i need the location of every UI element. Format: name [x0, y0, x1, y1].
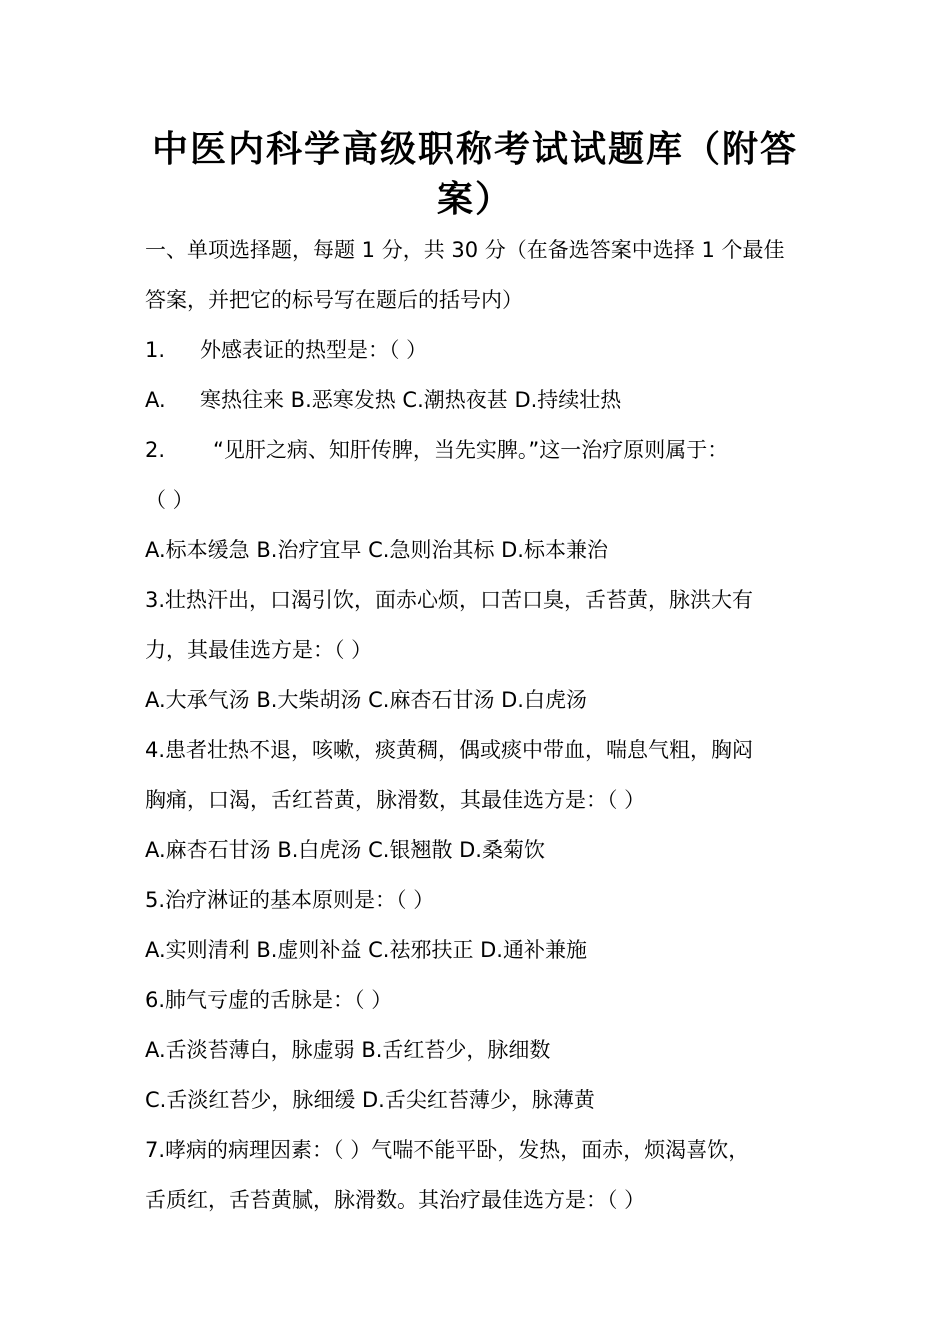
question-6-options-line-2: C.舌淡红苔少，脉细缓 D.舌尖红苔薄少，脉薄黄: [145, 1088, 595, 1112]
question-7-line-2: 舌质红，舌苔黄腻，脉滑数。其治疗最佳选方是：（ ）: [145, 1188, 646, 1212]
question-2-options: A.标本缓急 B.治疗宜早 C.急则治其标 D.标本兼治: [145, 538, 608, 562]
question-1-options: [145, 385, 825, 415]
question-4-line-1: 4.患者壮热不退，咳嗽，痰黄稠，偶或痰中带血，喘息气粗，胸闷: [145, 738, 754, 762]
question-5: 5.治疗淋证的基本原则是：（ ）: [145, 888, 435, 912]
question-6: 6.肺气亏虚的舌脉是：（ ）: [145, 988, 393, 1012]
question-1-option-label: A.: [145, 388, 166, 412]
section-header-line-2: 答案，并把它的标号写在题后的括号内）: [145, 288, 523, 312]
question-2-text: “见肝之病、知肝传脾，当先实脾。”这一治疗原则属于：: [213, 438, 729, 462]
section-header-line-1: 一、单项选择题，每题 1 分，共 30 分（在备选答案中选择 1 个最佳: [145, 238, 785, 262]
question-3-options: A.大承气汤 B.大柴胡汤 C.麻杏石甘汤 D.白虎汤: [145, 688, 587, 712]
question-3-line-1: 3.壮热汗出，口渴引饮，面赤心烦，口苦口臭，舌苔黄，脉洪大有: [145, 588, 754, 612]
question-1-number: 1.: [145, 338, 166, 362]
question-6-options-line-1: A.舌淡苔薄白，脉虚弱 B.舌红苔少，脉细数: [145, 1038, 551, 1062]
question-4-options: A.麻杏石甘汤 B.白虎汤 C.银翘散 D.桑菊饮: [145, 838, 545, 862]
question-2: [145, 435, 825, 465]
document-title: [120, 124, 830, 224]
question-4-line-2: 胸痛，口渴，舌红苔黄，脉滑数，其最佳选方是：（ ）: [145, 788, 646, 812]
title-line-2: 案）: [436, 178, 513, 220]
question-3-line-2: 力，其最佳选方是：（ ）: [145, 638, 373, 662]
title-line-1: 中医内科学高级职称考试试题库（附答: [151, 128, 798, 170]
question-1-text: 外感表证的热型是：（ ）: [200, 338, 428, 362]
question-1-options-text: 寒热往来 B.恶寒发热 C.潮热夜甚 D.持续壮热: [200, 388, 622, 412]
question-2-text-cont: （ ）: [145, 488, 194, 512]
question-1: [145, 335, 825, 365]
question-5-options: A.实则清利 B.虚则补益 C.祛邪扶正 D.通补兼施: [145, 938, 587, 962]
question-7-line-1: 7.哮病的病理因素：（ ）气喘不能平卧，发热，面赤，烦渴喜饮，: [145, 1138, 750, 1162]
question-2-number: 2.: [145, 438, 166, 462]
